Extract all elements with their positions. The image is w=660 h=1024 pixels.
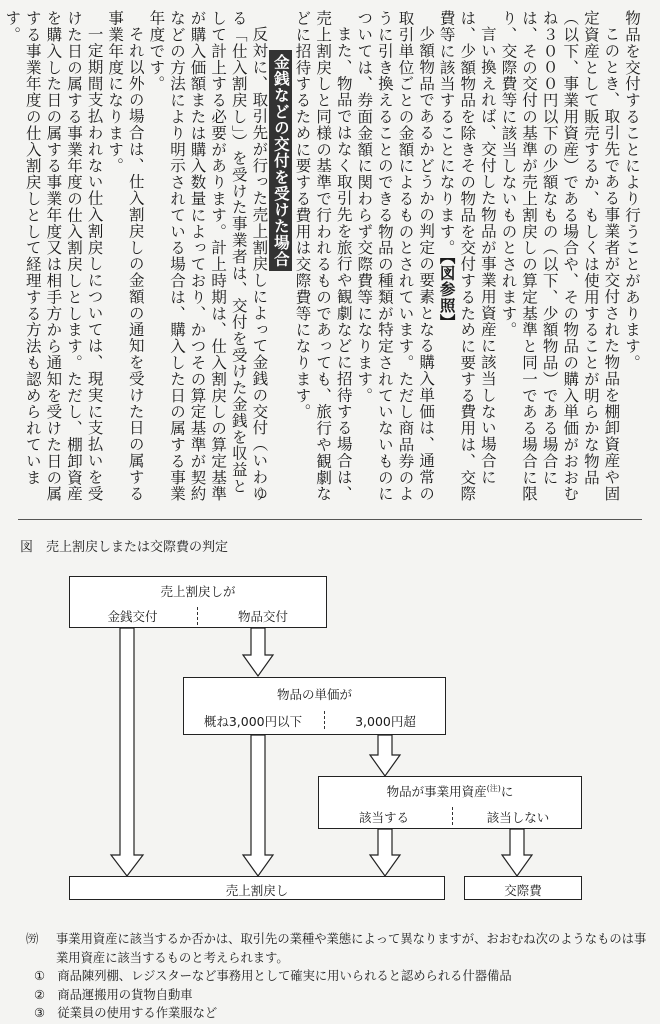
section-heading: 金銭などの交付を受けた場合 xyxy=(269,50,292,271)
figure-reference: 【図参照】 xyxy=(437,256,456,331)
decision-box-business-asset xyxy=(318,776,582,829)
body-paragraph-7: 一定期間支払われない仕入割戻しについては、現実に支払いを受けた日の属する事業年度の仕入割戻しとします。ただし、棚卸資産を購入した日の属する事業年度又は相手方から通知を受けた日の属する事業年度の仕入割戻しとして経理する方法も認められています。 xyxy=(3,10,104,502)
arrow-goods xyxy=(243,628,273,676)
footnote xyxy=(18,930,648,1023)
result-entertainment-expense-label: 交際費 xyxy=(504,883,542,898)
body-col1-tail: 物品を交付することにより行うことがあります。 xyxy=(623,10,641,371)
business-asset-title-text: 物品が事業用資産 xyxy=(386,784,487,799)
decision-box-business-asset-title xyxy=(319,782,581,800)
option-goods: 物品交付 xyxy=(237,609,288,624)
result-sales-rebate xyxy=(69,876,445,900)
footnote-main xyxy=(18,930,648,967)
decision-box-unit-price-title: 物品の単価が xyxy=(276,687,352,702)
body-paragraph-5: 反対に、取引先が行った売上割戻しによって金銭の交付（いわゆる「仕入割戻し」）を受けた事業者は、交付を受けた金銭を収益として計上する必要があります。計上時期は、仕入割戻しの算定基準が購入価額または購入数量によっており、かつその算定基準が契約などの方法により明示されている場合は、購入した日の属する事業年度です。 xyxy=(147,10,269,502)
footnote-text: 事業用資産に該当するか否かは、取引先の業種や業態によって異なりますが、おおむね次のようなものは事業用資産に該当するものと考えられます。 xyxy=(56,932,647,965)
option-divider xyxy=(197,607,198,625)
footnote-items xyxy=(18,967,648,1023)
footnote-item: ① 商品陳列棚、レジスターなど事務用として確実に用いられると認められる什器備品 xyxy=(34,969,512,983)
option-under-3000: 概ね3,000円以下 xyxy=(203,714,303,729)
note-superscript: (注) xyxy=(486,783,501,793)
decision-box-rebate-type-title: 売上割戻しが xyxy=(160,584,236,599)
footnote-mark: ㈸ xyxy=(26,932,39,946)
footnote-item: ② 商品運搬用の貨物自動車 xyxy=(34,987,193,1002)
option-applicable: 該当する xyxy=(358,810,409,825)
option-over-3000: 3,000円超 xyxy=(355,714,416,729)
option-not-applicable: 該当しない xyxy=(486,810,550,825)
arrow-cash xyxy=(111,628,143,876)
body-paragraph-6: それ以外の場合は、仕入割戻しの金額の通知を受けた日の属する事業年度になります。 xyxy=(106,10,145,502)
footnote-item: ③ 従業員の使用する作業服など xyxy=(34,1006,218,1020)
decision-box-unit-price xyxy=(183,677,446,735)
body-paragraph-3: 少額物品であるかどうかの判定の要素となる購入単価は、通常の取引単位ごとの金額によるものとされています。ただし商品券のように引き換えることのできる物品の種類が特定されていないものについては、券面金額に関わらず交際費等になります。 xyxy=(355,10,436,502)
result-entertainment-expense xyxy=(464,876,582,900)
arrow-small-value xyxy=(243,735,273,876)
arrow-applicable xyxy=(370,829,400,876)
body-paragraph-4: また、物品ではなく取引先を旅行や観劇などに招待する場合は、売上割戻しと同様の基準で行われるものであっても、旅行や観劇などに招待するために要する費用は交際費等になります。 xyxy=(293,10,353,502)
decision-box-rebate-type xyxy=(69,576,327,628)
body-paragraph-2-text: 言い換えれば、交付した物品が事業用資産に該当しない場合には、少額物品を除きその物品を交付するために要する費用は、交際費等に該当することになります。 xyxy=(437,10,497,502)
body-paragraph-1: このとき、取引先である事業者が交付された物品を棚卸資産や固定資産として販売するか、もしくは使用することが明らかな物品（以下、事業用資産）である場合や、その物品の購入単価がおおむね３０００円以下の少額なもの（以下、少額物品）である場合には、その交付の基準が売上割戻しの算定基準と同一である場合に限り、交際費等に該当しないものとされます。 xyxy=(499,10,621,502)
option-divider-asset xyxy=(452,807,453,825)
option-divider-price xyxy=(324,711,325,729)
arrow-not-applicable xyxy=(502,829,532,876)
result-sales-rebate-label: 売上割戻し xyxy=(225,883,289,898)
option-cash: 金銭交付 xyxy=(107,609,158,624)
figure-title: 図 売上割戻しまたは交際費の判定 xyxy=(20,540,229,555)
arrow-over-3000 xyxy=(370,735,400,776)
business-asset-title-suffix: に xyxy=(500,784,514,799)
